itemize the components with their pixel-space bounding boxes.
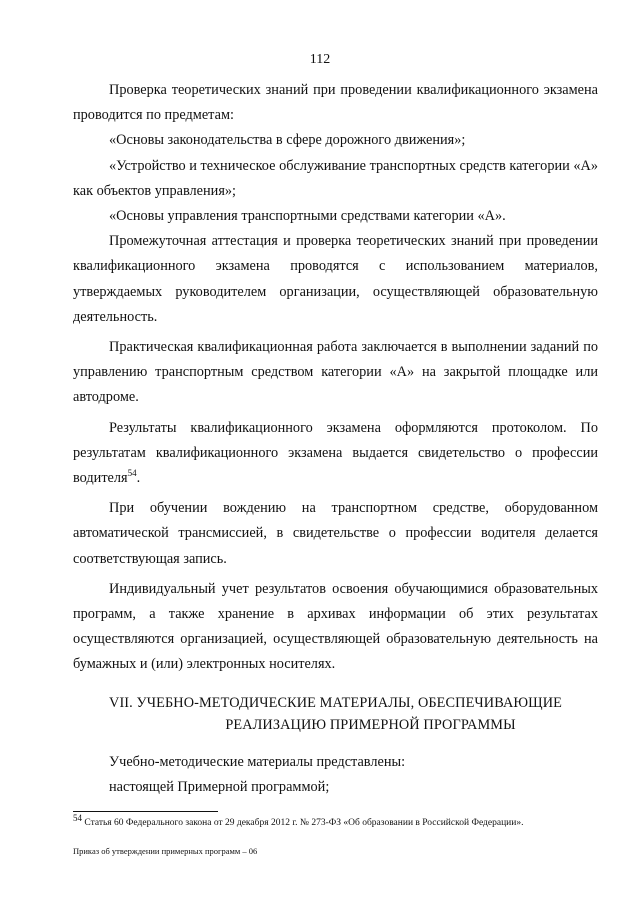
section-heading-line1: VII. УЧЕБНО-МЕТОДИЧЕСКИЕ МАТЕРИАЛЫ, ОБЕСПЕЧИВАЮЩИЕ	[109, 694, 562, 711]
paragraph: «Основы управления транспортными средствами категории «А».	[109, 208, 506, 225]
footnote-text: Статья 60 Федерального закона от 29 декабря 2012 г. № 273-ФЗ «Об образовании в Российской Федерации».	[82, 818, 524, 828]
body-text	[73, 78, 598, 800]
paragraph	[73, 416, 598, 492]
section-heading-line2: РЕАЛИЗАЦИЮ ПРИМЕРНОЙ ПРОГРАММЫ	[225, 716, 516, 733]
paragraph: Учебно-методические материалы представлены:	[109, 753, 406, 770]
footnote-divider	[73, 811, 218, 812]
paragraph: При обучении вождению на транспортном средстве, оборудованном автоматической трансмиссией, в свидетельстве о профессии водителя делается соответствующая запись.	[73, 500, 598, 567]
paragraph: Проверка теоретических знаний при проведении квалификационного экзамена проводится по предметам:	[73, 82, 598, 124]
footnote-number: 54	[73, 812, 82, 823]
page-footer: Приказ об утверждении примерных программ – 06	[73, 846, 258, 856]
paragraph: Промежуточная аттестация и проверка теоретических знаний при проведении квалификационного экзамена проводятся с использованием материалов, утверждаемых руководителем организации, осуществляющей образовательную деятельность.	[73, 233, 598, 325]
paragraph: «Основы законодательства в сфере дорожного движения»;	[109, 132, 466, 149]
paragraph: Индивидуальный учет результатов освоения обучающимися образовательных программ, а также хранение в архивах информации об этих результатах осуществляются организацией, осуществляющей образовательную деятельность на бумажных и (или) электронных носителях.	[73, 580, 598, 673]
paragraph: Практическая квалификационная работа заключается в выполнении заданий по управлению транспортным средством категории «А» на закрытой площадке или автодроме.	[73, 339, 598, 406]
section-heading	[73, 692, 598, 736]
footnote	[73, 812, 598, 830]
paragraph-text: Результаты квалификационного экзамена оформляются протоколом. По результатам квалификационного экзамена выдается свидетельство о профессии водителя	[73, 419, 598, 487]
paragraph: настоящей Примерной программой;	[109, 778, 330, 795]
page-number: 112	[309, 52, 331, 67]
paragraph-end: .	[136, 470, 141, 487]
footnote-reference[interactable]: 54	[127, 468, 137, 479]
paragraph: «Устройство и техническое обслуживание транспортных средств категории «А» как объектов управления»;	[73, 157, 598, 199]
